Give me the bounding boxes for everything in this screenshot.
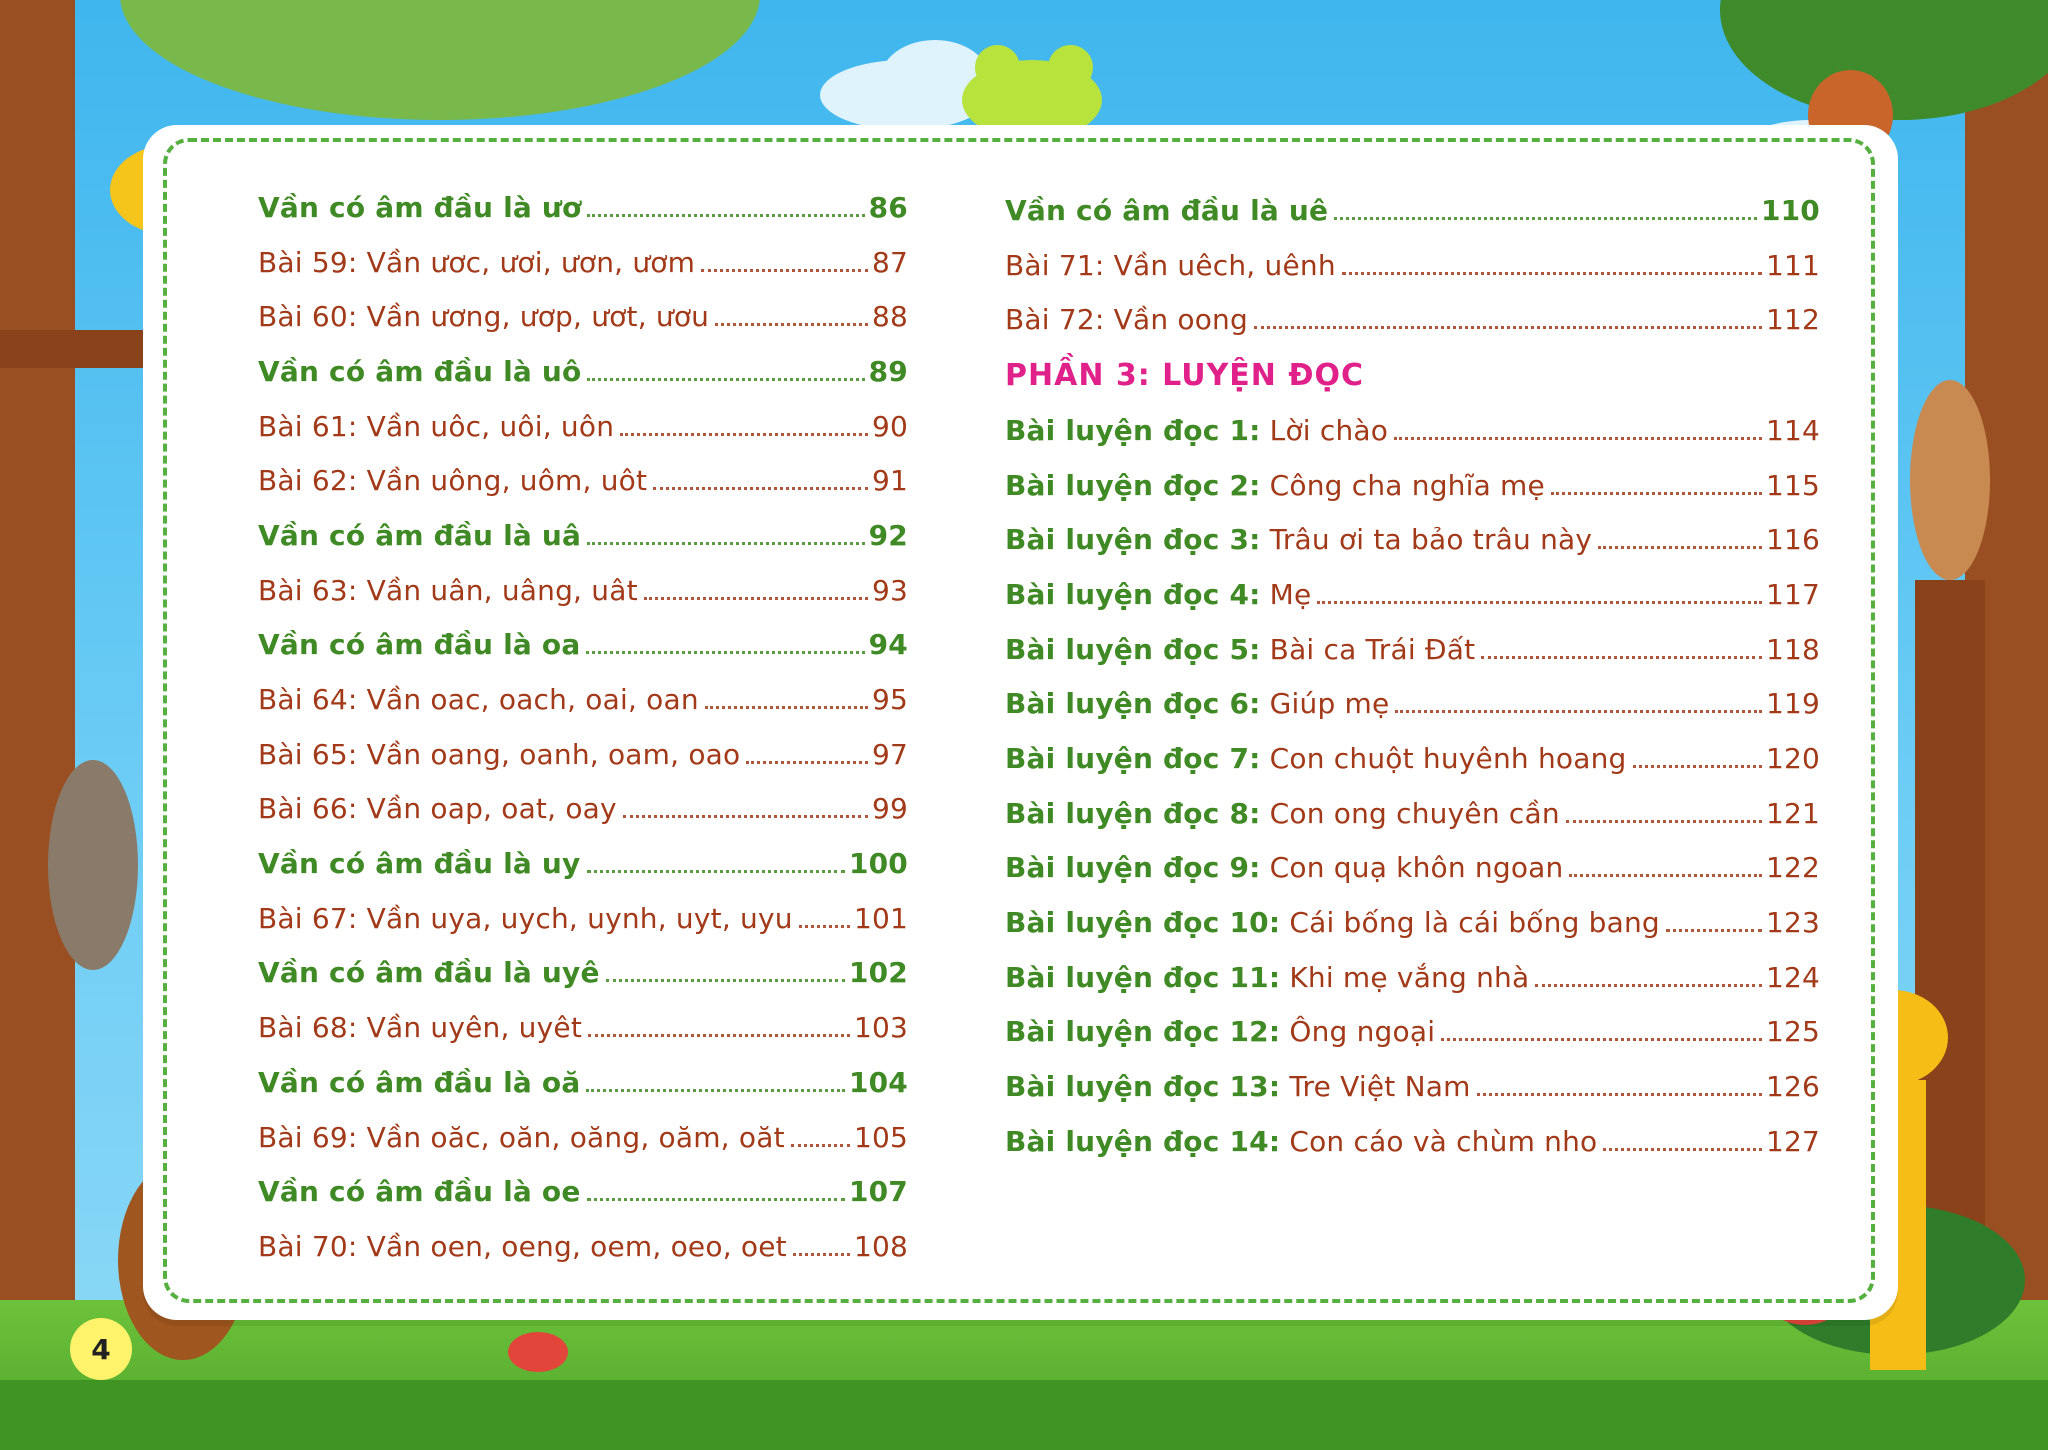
toc-entry-label: Vần ương, ươp, ươt, ươu [366,300,710,334]
dot-leader [1477,1093,1762,1096]
toc-entry-page: 101 [853,901,908,935]
toc-entry-label: Vần có âm đầu là uê [1005,193,1329,227]
toc-entry-label: Vần có âm đầu là uô [258,354,582,388]
toc-entry-title [1005,687,1389,720]
toc-entry-prefix: Bài luyện đọc 3: [1005,523,1261,557]
toc-entry-title [1005,797,1560,830]
toc-entry-label: Vần oac, oach, oai, oan [366,683,699,717]
toc-entry-prefix: Bài 72: [1005,303,1105,337]
toc-entry-title [1005,906,1660,939]
toc-entry-label: Con cáo và chùm nho [1289,1124,1598,1158]
toc-entry[interactable] [258,235,908,290]
toc-entry-label: Mẹ [1269,577,1312,611]
dot-leader [587,542,864,545]
toc-entry-label: Vần oen, oeng, oem, oeo, oet [366,1229,787,1263]
dot-leader [1551,492,1762,495]
toc-entry-prefix: Bài 66: [258,792,358,826]
dot-leader [1535,984,1762,987]
toc-entry-label: Vần có âm đầu là oa [258,628,581,662]
toc-entry[interactable] [1005,238,1820,293]
toc-entry-label: Vần oap, oat, oay [366,792,617,826]
toc-entry-prefix: Bài luyện đọc 7: [1005,742,1261,776]
toc-entry-prefix: Bài 64: [258,683,358,717]
toc-entry-page: 94 [868,628,908,662]
squirrel [1910,380,1990,580]
dot-leader [793,1253,850,1256]
toc-entry-label: Khi mẹ vắng nhà [1289,960,1530,994]
dot-leader [1481,656,1762,659]
toc-entry[interactable] [1005,1114,1820,1169]
toc-entry-label: Bài ca Trái Đất [1269,632,1476,666]
toc-entry-prefix: Bài luyện đọc 2: [1005,468,1261,502]
dot-leader [620,433,868,436]
toc-entry-title [258,738,740,771]
toc-entry-label: Vần uya, uych, uynh, uyt, uyu [366,901,793,935]
toc-entry-label: Công cha nghĩa mẹ [1269,468,1545,502]
toc-entry-page: 121 [1765,796,1820,830]
toc-entry-prefix: Bài luyện đọc 10: [1005,906,1281,940]
toc-entry-label: Con ong chuyên cần [1269,796,1560,830]
toc-entry-page: 124 [1765,960,1820,994]
toc-entry-title [1005,249,1336,282]
dot-leader [587,214,864,217]
toc-entry-title [258,574,638,607]
toc-entry[interactable] [258,946,908,1001]
toc-entry-title [1005,1125,1597,1158]
toc-entry[interactable] [258,453,908,508]
toc-entry-prefix: Bài 69: [258,1120,358,1154]
dot-leader [1566,820,1762,823]
toc-entry-title [1005,1070,1471,1103]
toc-entry-prefix: Bài 61: [258,409,358,443]
toc-entry[interactable] [258,891,908,946]
toc-entry-label: Vần uêch, uênh [1113,248,1336,282]
toc-entry[interactable] [258,563,908,618]
toc-entry-title [258,902,793,935]
toc-entry-label: Vần có âm đầu là uyê [258,956,600,990]
toc-entry-prefix: Bài luyện đọc 1: [1005,413,1261,447]
toc-entry-prefix: Bài luyện đọc 6: [1005,687,1261,721]
toc-entry-title [258,355,581,388]
toc-entry-title [258,1121,785,1154]
toc-entry-label: Cái bống là cái bống bang [1289,906,1660,940]
toc-entry-title [258,246,695,279]
toc-entry-prefix: Bài luyện đọc 11: [1005,960,1281,994]
toc-entry-page: 93 [871,573,908,607]
toc-entry-title [258,410,614,443]
dot-leader [586,651,864,654]
dot-leader [1598,546,1762,549]
toc-entry-title [1005,742,1627,775]
dot-leader [623,815,868,818]
dot-leader [587,870,845,873]
toc-entry-title [258,464,647,497]
toc-entry[interactable] [1005,567,1820,622]
frog-eye-right [1048,45,1093,90]
toc-entry-page: 104 [848,1065,908,1099]
toc-entry-prefix: Bài luyện đọc 13: [1005,1070,1281,1104]
toc-entry-page: 125 [1765,1015,1820,1049]
toc-entry-page: 92 [868,518,908,552]
toc-entry-prefix: Bài luyện đọc 14: [1005,1124,1281,1158]
tree-trunk-left [0,0,75,1340]
toc-entry[interactable] [258,1219,908,1274]
dot-leader [701,269,868,272]
toc-entry-title [1005,414,1388,447]
toc-entry-title [258,1011,582,1044]
toc-entry-prefix: Bài 67: [258,901,358,935]
toc-entry[interactable] [258,289,908,344]
toc-entry-page: 87 [871,245,908,279]
toc-entry-title [1005,851,1563,884]
dot-leader [705,706,868,709]
toc-entry-title [1005,633,1475,666]
toc-entry-page: 97 [871,737,908,771]
toc-entry[interactable] [1005,731,1820,786]
dot-leader [791,1144,850,1147]
toc-entry-label: Con quạ khôn ngoan [1269,851,1564,885]
toc-entry-page: 126 [1765,1070,1820,1104]
dot-leader [588,1034,850,1037]
contents-left-column [258,180,908,1274]
dot-leader [653,487,868,490]
toc-entry[interactable] [258,1110,908,1165]
frog-eye-left [975,45,1020,90]
dot-leader [715,323,868,326]
dot-leader [1603,1148,1762,1151]
toc-entry-title [1005,469,1545,502]
toc-entry-title [258,1066,580,1099]
toc-entry-label: Vần uyên, uyêt [366,1011,582,1045]
toc-entry-title [1005,194,1328,227]
toc-entry[interactable] [1005,183,1820,238]
toc-entry-page: 89 [868,354,908,388]
toc-entry-label: Vần có âm đầu là uy [258,847,581,881]
toc-entry-page: 90 [871,409,908,443]
toc-entry-label: Giúp mẹ [1269,687,1390,721]
toc-entry-label: Vần ươc, ươi, ươn, ươm [366,245,696,279]
toc-entry-page: 103 [853,1011,908,1045]
toc-entry-prefix: Bài luyện đọc 5: [1005,632,1261,666]
toc-entry[interactable] [258,344,908,399]
toc-entry-title [258,628,580,661]
toc-entry-label: Vần oang, oanh, oam, oao [366,737,741,771]
toc-entry-label: Vần oăc, oăn, oăng, oăm, oăt [366,1120,785,1154]
dot-leader [1394,437,1762,440]
tree-branch-left [0,330,145,368]
toc-entry-page: 120 [1765,742,1820,776]
toc-entry[interactable] [1005,622,1820,677]
toc-entry-page: 116 [1765,523,1820,557]
toc-entry-page: 127 [1765,1124,1820,1158]
dot-leader [1633,765,1762,768]
dot-leader [1254,326,1762,329]
toc-entry-page: 122 [1765,851,1820,885]
toc-entry-title [1005,578,1311,611]
dot-leader [587,378,864,381]
toc-entry-label: Vần uân, uâng, uât [366,573,638,607]
toc-entry[interactable] [258,727,908,782]
dot-leader [1334,217,1757,220]
toc-entry-label: Trâu ơi ta bảo trâu này [1269,523,1593,557]
toc-entry-page: 88 [871,300,908,334]
big-leaf [120,0,760,120]
toc-entry-label: Vần có âm đầu là oă [258,1065,581,1099]
toc-entry-title [1005,961,1529,994]
toc-entry-label: Con chuột huyênh hoang [1269,742,1627,776]
toc-entry-label: Vần có âm đầu là oe [258,1175,581,1209]
dot-leader [606,979,845,982]
toc-entry[interactable] [1005,1059,1820,1114]
dot-leader [644,597,868,600]
raccoon [48,760,138,970]
toc-entry-prefix: Bài luyện đọc 9: [1005,851,1261,885]
toc-entry[interactable] [1005,512,1820,567]
toc-entry-title [258,300,709,333]
toc-entry-title [258,683,699,716]
toc-entry-title [1005,523,1592,556]
page-number: 4 [70,1318,132,1380]
grass-ground-dark [0,1380,2048,1450]
toc-entry[interactable] [1005,895,1820,950]
toc-entry[interactable] [258,836,908,891]
toc-entry-page: 86 [868,190,908,224]
toc-entry[interactable] [258,782,908,837]
dot-leader [799,925,850,928]
toc-entry[interactable] [1005,950,1820,1005]
toc-entry-page: 95 [871,683,908,717]
toc-entry[interactable] [258,399,908,454]
dot-leader [1395,710,1761,713]
toc-entry[interactable] [258,1055,908,1110]
toc-entry-page: 111 [1765,248,1820,282]
toc-entry-prefix: Bài luyện đọc 4: [1005,577,1261,611]
toc-entry-prefix: Bài luyện đọc 8: [1005,796,1261,830]
toc-entry-prefix: Bài 62: [258,464,358,498]
toc-entry-title [258,191,581,224]
toc-entry[interactable] [258,618,908,673]
toc-entry-label: Vần oong [1113,303,1248,337]
toc-entry-label: Vần uôc, uôi, uôn [366,409,615,443]
toc-entry-page: 107 [848,1175,908,1209]
toc-entry-prefix: Bài 65: [258,737,358,771]
toc-entry-prefix: Bài 71: [1005,248,1105,282]
toc-entry[interactable] [258,672,908,727]
toc-entry-label: Ông ngoại [1289,1015,1436,1049]
toc-entry-page: 108 [853,1229,908,1263]
toc-entry-title [258,1230,787,1263]
toc-entry[interactable] [1005,841,1820,896]
toc-entry-page: 100 [848,847,908,881]
toc-entry[interactable] [1005,1005,1820,1060]
toc-entry-prefix: Bài luyện đọc 12: [1005,1015,1281,1049]
toc-entry-label: Tre Việt Nam [1289,1070,1471,1104]
toc-entry[interactable] [1005,458,1820,513]
toc-entry-page: 123 [1765,906,1820,940]
toc-entry[interactable] [1005,292,1820,347]
toc-entry-page: 112 [1765,303,1820,337]
dot-leader [1666,929,1762,932]
toc-entry-page: 115 [1765,468,1820,502]
toc-entry-title [258,847,581,880]
toc-entry-title [258,1175,581,1208]
dot-leader [746,761,868,764]
toc-entry-page: 105 [853,1120,908,1154]
toc-entry-label: Vần có âm đầu là uâ [258,518,582,552]
toc-entry-page: 91 [871,464,908,498]
toc-entry-title [258,956,600,989]
toc-entry-label: Vần uông, uôm, uôt [366,464,648,498]
toc-entry-page: 102 [848,956,908,990]
toc-entry-page: 114 [1765,413,1820,447]
dot-leader [587,1198,845,1201]
toc-entry[interactable] [1005,786,1820,841]
dot-leader [1569,874,1761,877]
toc-entry-prefix: Bài 63: [258,573,358,607]
toc-entry-page: 119 [1765,687,1820,721]
toc-entry-title [1005,303,1248,336]
toc-entry-title [1005,1015,1435,1048]
toc-entry-label: Vần có âm đầu là ươ [258,190,582,224]
toc-entry[interactable] [258,508,908,563]
dot-leader [586,1089,845,1092]
toc-entry-page: 110 [1760,193,1820,227]
toc-entry-page: 99 [871,792,908,826]
contents-right-column [1005,183,1820,1169]
dot-leader [1342,272,1762,275]
dot-leader [1441,1038,1762,1041]
toc-entry-page: 118 [1765,632,1820,666]
toc-entry[interactable] [258,180,908,235]
toc-entry[interactable] [258,1000,908,1055]
mushroom [508,1332,568,1372]
dot-leader [1317,601,1762,604]
toc-entry[interactable] [258,1164,908,1219]
section-title: PHẦN 3: LUYỆN ĐỌC [1005,357,1365,393]
toc-entry-page: 117 [1765,577,1820,611]
toc-entry-prefix: Bài 68: [258,1011,358,1045]
toc-entry-prefix: Bài 60: [258,300,358,334]
toc-entry[interactable] [1005,677,1820,732]
toc-entry[interactable] [1005,403,1820,458]
toc-entry-title [258,519,581,552]
toc-entry-prefix: Bài 70: [258,1229,358,1263]
toc-entry-title [258,792,617,825]
toc-entry-prefix: Bài 59: [258,245,358,279]
toc-entry-label: Lời chào [1269,413,1389,447]
